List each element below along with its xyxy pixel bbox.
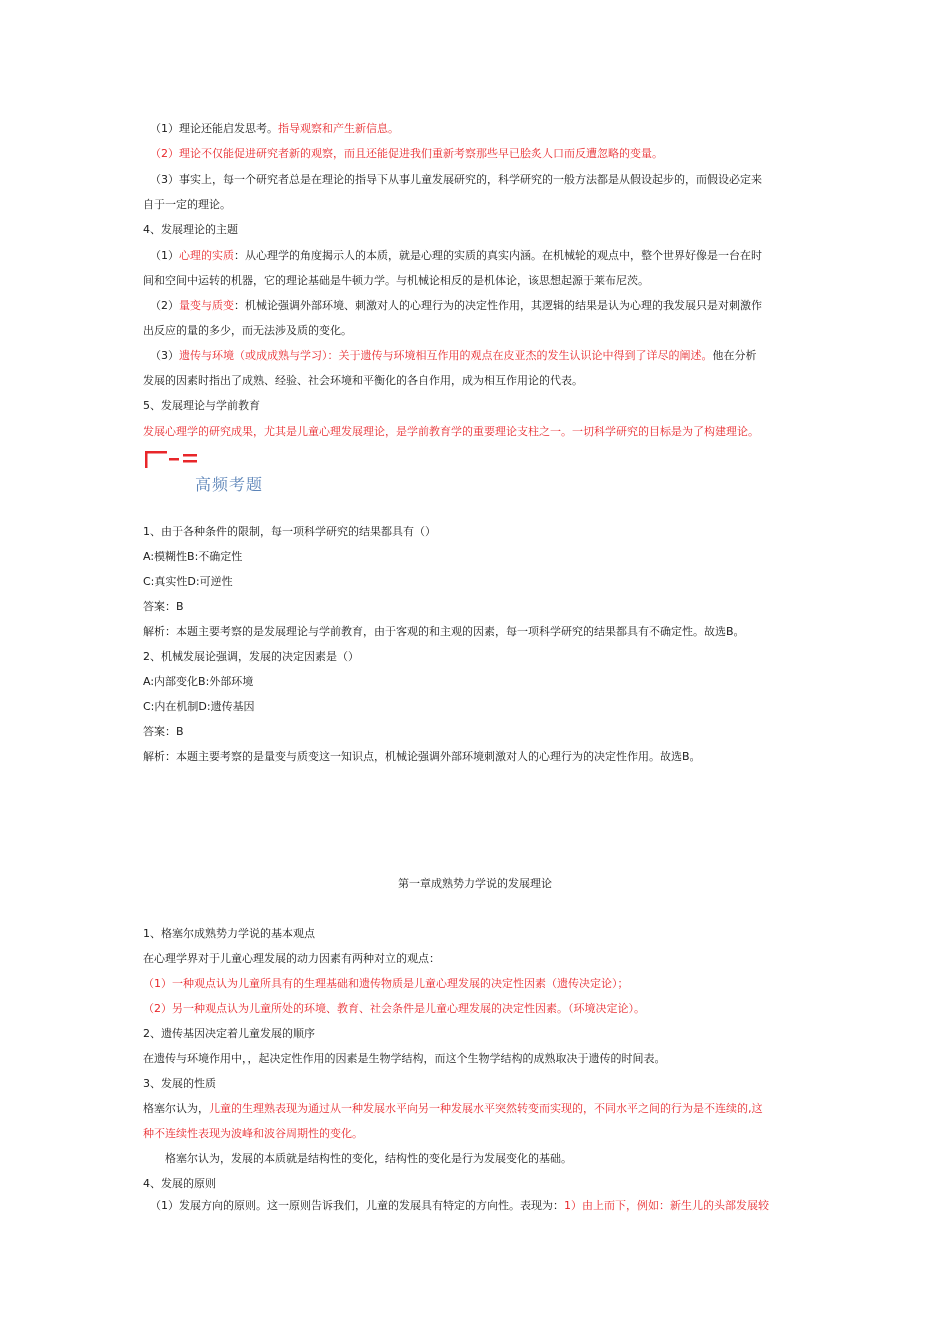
heading-4: 4、发展理论的主题 (143, 223, 238, 236)
chapter-heading-2: 2、遗传基因决定着儿童发展的顺序 (143, 1027, 315, 1040)
question-2-answer: 答案：B (143, 725, 184, 738)
chapter-paragraph-3-line-1 (143, 1101, 763, 1117)
chapter-paragraph-3-line-2: 种不连续性表现为波峰和波谷周期性的变化。 (143, 1127, 363, 1140)
highlight-text: 1）由上而下，例如：新生儿的头部发展较 (564, 1199, 769, 1212)
chapter-paragraph-4 (150, 1198, 769, 1214)
question-1: 1、由于各种条件的限制，每一项科学研究的结果都具有（） (143, 525, 436, 538)
paragraph-2: （2）理论不仅能促进研究者新的观察，而且还能促进我们重新考察那些早已脍炙人口而反遭忽略的变量。 (150, 147, 663, 160)
chapter-heading-4: 4、发展的原则 (143, 1177, 216, 1190)
heading-5: 5、发展理论与学前教育 (143, 399, 260, 412)
question-1-options-cd: C:真实性D:可逆性 (143, 575, 233, 588)
chapter-intro: 在心理学界对于儿童心理发展的动力因素有两种对立的观点： (143, 952, 440, 965)
topic-2-line-2: 出反应的量的多少，而无法涉及质的变化。 (143, 324, 352, 337)
paragraph-3-line-2: 自于一定的理论。 (143, 198, 231, 211)
text: （1）理论还能启发思考。 (150, 122, 278, 135)
text: 格塞尔认为， (143, 1102, 209, 1115)
text: ：从心理学的角度揭示人的本质，就是心理的实质的真实内涵。在机械轮的观点中，整个世界好像是一台在时 (234, 249, 762, 262)
highlight-text: 心理的实质 (179, 249, 234, 262)
chapter-title: 第一章成熟势力学说的发展理论 (398, 877, 552, 890)
highlight-text: 量变与质变 (179, 299, 234, 312)
logo-mark-icon (143, 448, 203, 470)
chapter-heading-3: 3、发展的性质 (143, 1077, 216, 1090)
section-subtitle: 高频考题 (195, 475, 264, 494)
highlight-text: 儿童的生理熟表现为通过从一种发展水平向另一种发展水平突然转变而实现的，不同水平之间的行为是不连续的,这 (209, 1102, 763, 1115)
question-2-options-ab: A:内部变化B:外部环境 (143, 675, 254, 688)
chapter-paragraph-2: 在遗传与环境作用中，，起决定性作用的因素是生物学结构，而这个生物学结构的成熟取决于遗传的时间表。 (143, 1052, 666, 1065)
topic-2-line-1 (150, 298, 762, 314)
chapter-paragraph-3-line-3: 格塞尔认为，发展的本质就是结构性的变化，结构性的变化是行为发展变化的基础。 (165, 1152, 572, 1165)
topic-3-line-1 (150, 348, 757, 364)
viewpoint-2: （2）另一种观点认为儿童所处的环境、教育、社会条件是儿童心理发展的决定性因素。（环境决定论）。 (143, 1002, 645, 1015)
section-logo (143, 448, 203, 468)
paragraph-1 (150, 121, 399, 137)
question-2-analysis: 解析：本题主要考察的是量变与质变这一知识点，机械论强调外部环境刺激对人的心理行为的决定性作用。故选B。 (143, 750, 701, 763)
topic-1-line-1 (150, 248, 762, 264)
text: （1） (150, 249, 179, 262)
topic-3-line-2: 发展的因素时指出了成熟、经验、社会环境和平衡化的各自作用，成为相互作用论的代表。 (143, 374, 583, 387)
highlight-text: 遗传与环境（或成成熟与学习）：关于遗传与环境相互作用的观点在皮亚杰的发生认识论中得到了详尽的阐述。 (179, 349, 713, 362)
question-2: 2、机械发展论强调，发展的决定因素是（） (143, 650, 359, 663)
topic-1-line-2: 间和空间中运转的机器，它的理论基础是牛顿力学。与机械论相反的是机体论，该思想起源于莱布尼茨。 (143, 274, 649, 287)
text: （2） (150, 299, 179, 312)
question-1-analysis: 解析：本题主要考察的是发展理论与学前教育，由于客观的和主观的因素，每一项科学研究的结果都具有不确定性。故选B。 (143, 625, 745, 638)
question-2-options-cd: C:内在机制D:遗传基因 (143, 700, 255, 713)
question-1-answer: 答案：B (143, 600, 184, 613)
chapter-heading-1: 1、格塞尔成熟势力学说的基本观点 (143, 927, 315, 940)
text: 他在分析 (712, 349, 757, 362)
paragraph-3-line-1: （3）事实上，每一个研究者总是在理论的指导下从事儿童发展研究的，科学研究的一般方法都是从假设起步的，而假设必定来 (150, 173, 762, 186)
text: （1）发展方向的原则。这一原则告诉我们，儿童的发展具有特定的方向性。表现为： (150, 1199, 564, 1212)
text: （3） (150, 349, 179, 362)
viewpoint-1: （1）一种观点认为儿童所具有的生理基础和遗传物质是儿童心理发展的决定性因素（遗传决定论）； (143, 977, 629, 990)
highlight-text: 指导观察和产生新信息。 (278, 122, 399, 135)
text: ：机械论强调外部环境、刺激对人的心理行为的决定性作用，其逻辑的结果是认为心理的我发展只是对刺激作 (234, 299, 762, 312)
paragraph-5: 发展心理学的研究成果，尤其是儿童心理发展理论，是学前教育学的重要理论支柱之一。一切科学研究的目标是为了构建理论。 (143, 425, 759, 438)
question-1-options-ab: A:模糊性B:不确定性 (143, 550, 243, 563)
